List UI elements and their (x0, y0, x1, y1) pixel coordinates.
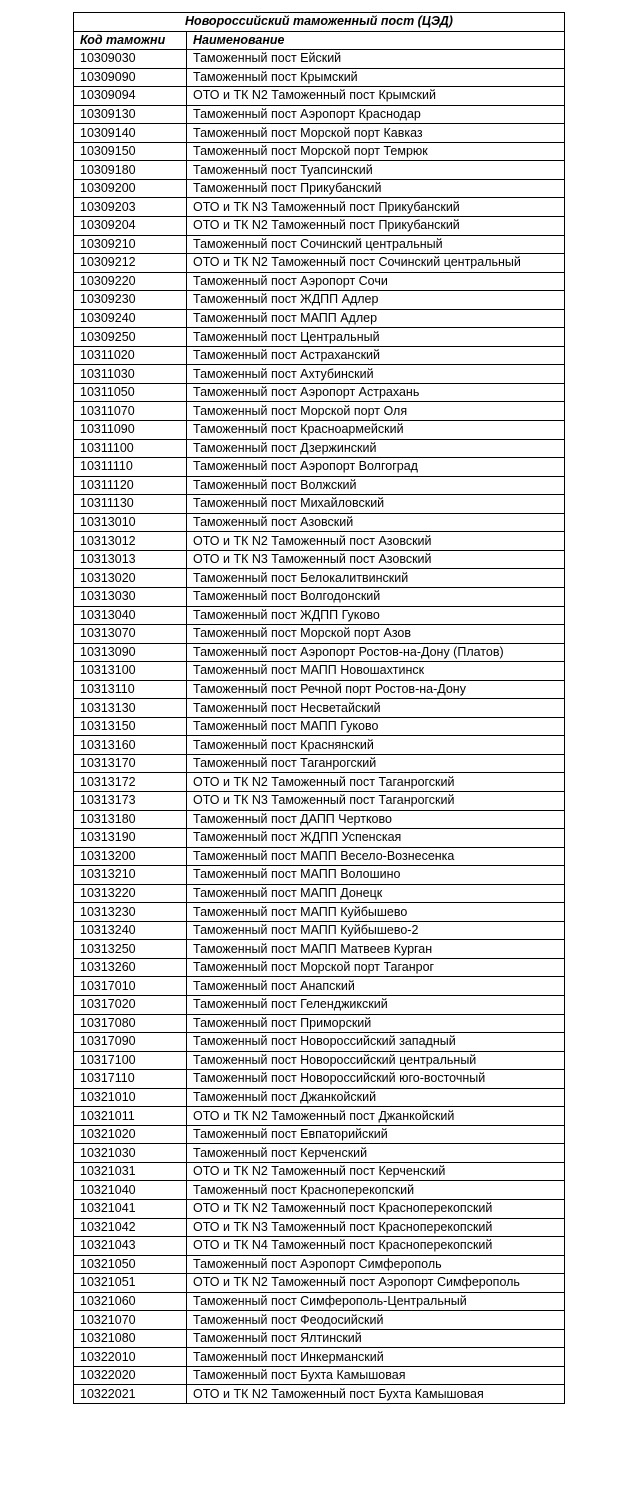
table-title: Новороссийский таможенный пост (ЦЭД) (74, 13, 565, 32)
post-name-cell: Таможенный пост Ахтубинский (187, 365, 565, 384)
customs-code-cell: 10313090 (74, 643, 187, 662)
table-row (74, 365, 565, 384)
customs-code-cell: 10317010 (74, 977, 187, 996)
post-name-cell: Таможенный пост МАПП Донецк (187, 884, 565, 903)
customs-code-cell: 10309150 (74, 142, 187, 161)
table-row (74, 346, 565, 365)
table-row (74, 439, 565, 458)
customs-code-cell: 10317080 (74, 1014, 187, 1033)
customs-code-cell: 10321042 (74, 1218, 187, 1237)
column-header-code: Код таможни (74, 31, 187, 50)
post-name-cell: Таможенный пост Джанкойский (187, 1088, 565, 1107)
customs-code-cell: 10317110 (74, 1070, 187, 1089)
table-row (74, 1162, 565, 1181)
customs-code-cell: 10317090 (74, 1033, 187, 1052)
post-name-cell: Таможенный пост Феодосийский (187, 1311, 565, 1330)
table-row (74, 1051, 565, 1070)
post-name-cell: ОТО и ТК N2 Таможенный пост Азовский (187, 532, 565, 551)
post-name-cell: Таможенный пост Аэропорт Ростов-на-Дону (Платов) (187, 643, 565, 662)
post-name-cell: Таможенный пост Новороссийский центральный (187, 1051, 565, 1070)
table-row (74, 903, 565, 922)
table-row (74, 643, 565, 662)
post-name-cell: Таможенный пост Волжский (187, 476, 565, 495)
customs-code-cell: 10313010 (74, 513, 187, 532)
customs-code-cell: 10321011 (74, 1107, 187, 1126)
post-name-cell: Таможенный пост МАПП Куйбышево-2 (187, 921, 565, 940)
post-name-cell: Таможенный пост Аэропорт Волгоград (187, 458, 565, 477)
table-row (74, 662, 565, 681)
post-name-cell: Таможенный пост Новороссийский западный (187, 1033, 565, 1052)
customs-code-cell: 10311120 (74, 476, 187, 495)
post-name-cell: Таможенный пост Дзержинский (187, 439, 565, 458)
table-row (74, 458, 565, 477)
post-name-cell: Таможенный пост Морской порт Кавказ (187, 124, 565, 143)
table-row (74, 810, 565, 829)
post-name-cell: Таможенный пост Ейский (187, 50, 565, 69)
table-row (74, 142, 565, 161)
table-row (74, 179, 565, 198)
table-row (74, 1125, 565, 1144)
post-name-cell: Таможенный пост Бухта Камышовая (187, 1366, 565, 1385)
post-name-cell: Таможенный пост Аэропорт Краснодар (187, 105, 565, 124)
table-body (74, 50, 565, 1404)
customs-code-cell: 10311130 (74, 495, 187, 514)
customs-code-cell: 10321020 (74, 1125, 187, 1144)
post-name-cell: Таможенный пост МАПП Весело-Вознесенка (187, 847, 565, 866)
customs-code-cell: 10313013 (74, 550, 187, 569)
table-row (74, 495, 565, 514)
post-name-cell: ОТО и ТК N3 Таможенный пост Красноперекопский (187, 1218, 565, 1237)
table-row (74, 606, 565, 625)
customs-code-cell: 10321070 (74, 1311, 187, 1330)
table-row (74, 217, 565, 236)
customs-code-cell: 10309200 (74, 179, 187, 198)
post-name-cell: Таможенный пост Инкерманский (187, 1348, 565, 1367)
customs-code-cell: 10321040 (74, 1181, 187, 1200)
post-name-cell: Таможенный пост Туапсинский (187, 161, 565, 180)
post-name-cell: Таможенный пост Морской порт Оля (187, 402, 565, 421)
table-row (74, 717, 565, 736)
post-name-cell: Таможенный пост Прикубанский (187, 179, 565, 198)
customs-posts-table (73, 12, 565, 1404)
customs-code-cell: 10309130 (74, 105, 187, 124)
customs-code-cell: 10309094 (74, 87, 187, 106)
table-row (74, 587, 565, 606)
post-name-cell: Таможенный пост Сочинский центральный (187, 235, 565, 254)
table-row (74, 884, 565, 903)
table-row (74, 513, 565, 532)
post-name-cell: Таможенный пост Евпаторийский (187, 1125, 565, 1144)
customs-code-cell: 10313210 (74, 866, 187, 885)
customs-code-cell: 10309240 (74, 309, 187, 328)
customs-code-cell: 10309230 (74, 291, 187, 310)
table-row (74, 995, 565, 1014)
table-row (74, 1070, 565, 1089)
table-row (74, 699, 565, 718)
table-row (74, 791, 565, 810)
table-header-row (74, 31, 565, 50)
post-name-cell: ОТО и ТК N2 Таможенный пост Прикубанский (187, 217, 565, 236)
post-name-cell: Таможенный пост Астраханский (187, 346, 565, 365)
customs-code-cell: 10321041 (74, 1200, 187, 1219)
table-row (74, 1033, 565, 1052)
post-name-cell: ОТО и ТК N2 Таможенный пост Красноперекопский (187, 1200, 565, 1219)
customs-code-cell: 10313070 (74, 625, 187, 644)
customs-code-cell: 10309180 (74, 161, 187, 180)
table-row (74, 773, 565, 792)
customs-code-cell: 10321060 (74, 1292, 187, 1311)
post-name-cell: Таможенный пост Новороссийский юго-восточный (187, 1070, 565, 1089)
table-row (74, 847, 565, 866)
customs-code-cell: 10317100 (74, 1051, 187, 1070)
customs-code-cell: 10313200 (74, 847, 187, 866)
post-name-cell: Таможенный пост ЖДПП Успенская (187, 829, 565, 848)
table-row (74, 1088, 565, 1107)
customs-code-cell: 10321051 (74, 1274, 187, 1293)
customs-code-cell: 10309140 (74, 124, 187, 143)
post-name-cell: ОТО и ТК N2 Таможенный пост Джанкойский (187, 1107, 565, 1126)
post-name-cell: Таможенный пост Морской порт Азов (187, 625, 565, 644)
customs-code-cell: 10313030 (74, 587, 187, 606)
table-row (74, 383, 565, 402)
customs-code-cell: 10313250 (74, 940, 187, 959)
post-name-cell: Таможенный пост Центральный (187, 328, 565, 347)
customs-code-cell: 10321030 (74, 1144, 187, 1163)
post-name-cell: Таможенный пост Красноармейский (187, 421, 565, 440)
customs-code-cell: 10313020 (74, 569, 187, 588)
post-name-cell: Таможенный пост Аэропорт Сочи (187, 272, 565, 291)
post-name-cell: ОТО и ТК N4 Таможенный пост Красноперекопский (187, 1237, 565, 1256)
customs-code-cell: 10313100 (74, 662, 187, 681)
table-row (74, 1311, 565, 1330)
customs-code-cell: 10309210 (74, 235, 187, 254)
table-row (74, 680, 565, 699)
customs-code-cell: 10309250 (74, 328, 187, 347)
post-name-cell: Таможенный пост Таганрогский (187, 754, 565, 773)
table-row (74, 569, 565, 588)
table-row (74, 309, 565, 328)
table-row (74, 1144, 565, 1163)
customs-code-cell: 10311070 (74, 402, 187, 421)
customs-code-cell: 10311030 (74, 365, 187, 384)
customs-code-cell: 10313220 (74, 884, 187, 903)
table-row (74, 87, 565, 106)
post-name-cell: Таможенный пост Ялтинский (187, 1329, 565, 1348)
post-name-cell: Таможенный пост Аэропорт Симферополь (187, 1255, 565, 1274)
table-row (74, 1292, 565, 1311)
table-row (74, 402, 565, 421)
customs-code-cell: 10313150 (74, 717, 187, 736)
post-name-cell: ОТО и ТК N2 Таможенный пост Таганрогский (187, 773, 565, 792)
post-name-cell: ОТО и ТК N3 Таможенный пост Прикубанский (187, 198, 565, 217)
table-row (74, 866, 565, 885)
table-row (74, 161, 565, 180)
post-name-cell: Таможенный пост МАПП Матвеев Курган (187, 940, 565, 959)
customs-code-cell: 10313130 (74, 699, 187, 718)
table-row (74, 1181, 565, 1200)
table-row (74, 328, 565, 347)
table-row (74, 68, 565, 87)
table-row (74, 1255, 565, 1274)
table-row (74, 736, 565, 755)
post-name-cell: Таможенный пост Геленджикский (187, 995, 565, 1014)
column-header-name: Наименование (187, 31, 565, 50)
post-name-cell: ОТО и ТК N2 Таможенный пост Сочинский центральный (187, 254, 565, 273)
table-row (74, 105, 565, 124)
customs-code-cell: 10313172 (74, 773, 187, 792)
post-name-cell: Таможенный пост Речной порт Ростов-на-Дону (187, 680, 565, 699)
post-name-cell: Таможенный пост Азовский (187, 513, 565, 532)
customs-code-cell: 10313040 (74, 606, 187, 625)
customs-code-cell: 10321031 (74, 1162, 187, 1181)
post-name-cell: ОТО и ТК N2 Таможенный пост Крымский (187, 87, 565, 106)
post-name-cell: Таможенный пост Морской порт Таганрог (187, 958, 565, 977)
post-name-cell: Таможенный пост Приморский (187, 1014, 565, 1033)
post-name-cell: Таможенный пост Михайловский (187, 495, 565, 514)
table-row (74, 272, 565, 291)
customs-code-cell: 10313230 (74, 903, 187, 922)
post-name-cell: ОТО и ТК N2 Таможенный пост Керченский (187, 1162, 565, 1181)
table-row (74, 1237, 565, 1256)
customs-code-cell: 10311100 (74, 439, 187, 458)
table-row (74, 1274, 565, 1293)
table-row (74, 921, 565, 940)
post-name-cell: Таможенный пост Волгодонский (187, 587, 565, 606)
post-name-cell: Таможенный пост Крымский (187, 68, 565, 87)
customs-code-cell: 10309090 (74, 68, 187, 87)
table-row (74, 124, 565, 143)
table-row (74, 254, 565, 273)
table-row (74, 235, 565, 254)
customs-code-cell: 10313240 (74, 921, 187, 940)
table-row (74, 50, 565, 69)
customs-code-cell: 10313190 (74, 829, 187, 848)
table-row (74, 476, 565, 495)
table-title-row (74, 13, 565, 32)
customs-code-cell: 10313180 (74, 810, 187, 829)
table-row (74, 829, 565, 848)
post-name-cell: Таможенный пост Красноперекопский (187, 1181, 565, 1200)
customs-code-cell: 10313012 (74, 532, 187, 551)
post-name-cell: ОТО и ТК N3 Таможенный пост Азовский (187, 550, 565, 569)
table-row (74, 291, 565, 310)
customs-code-cell: 10309030 (74, 50, 187, 69)
post-name-cell: Таможенный пост Белокалитвинский (187, 569, 565, 588)
table-row (74, 1218, 565, 1237)
customs-code-cell: 10311050 (74, 383, 187, 402)
table-row (74, 1014, 565, 1033)
post-name-cell: Таможенный пост Анапский (187, 977, 565, 996)
customs-code-cell: 10322010 (74, 1348, 187, 1367)
customs-code-cell: 10321043 (74, 1237, 187, 1256)
post-name-cell: ОТО и ТК N2 Таможенный пост Аэропорт Симферополь (187, 1274, 565, 1293)
post-name-cell: Таможенный пост МАПП Адлер (187, 309, 565, 328)
post-name-cell: Таможенный пост Симферополь-Центральный (187, 1292, 565, 1311)
customs-code-cell: 10321050 (74, 1255, 187, 1274)
table-row (74, 625, 565, 644)
customs-code-cell: 10313260 (74, 958, 187, 977)
post-name-cell: Таможенный пост МАПП Новошахтинск (187, 662, 565, 681)
customs-code-cell: 10313170 (74, 754, 187, 773)
post-name-cell: Таможенный пост ДАПП Чертково (187, 810, 565, 829)
post-name-cell: ОТО и ТК N2 Таможенный пост Бухта Камышовая (187, 1385, 565, 1404)
table-row (74, 1107, 565, 1126)
post-name-cell: Таможенный пост МАПП Куйбышево (187, 903, 565, 922)
customs-code-cell: 10309212 (74, 254, 187, 273)
table-row (74, 532, 565, 551)
table-row (74, 977, 565, 996)
post-name-cell: Таможенный пост ЖДПП Адлер (187, 291, 565, 310)
post-name-cell: Таможенный пост Краснянский (187, 736, 565, 755)
table-row (74, 1200, 565, 1219)
customs-code-cell: 10313173 (74, 791, 187, 810)
post-name-cell: Таможенный пост МАПП Волошино (187, 866, 565, 885)
customs-code-cell: 10321010 (74, 1088, 187, 1107)
post-name-cell: Таможенный пост Керченский (187, 1144, 565, 1163)
table-row (74, 550, 565, 569)
customs-code-cell: 10309204 (74, 217, 187, 236)
post-name-cell: Таможенный пост ЖДПП Гуково (187, 606, 565, 625)
customs-code-cell: 10313160 (74, 736, 187, 755)
customs-code-cell: 10311090 (74, 421, 187, 440)
table-row (74, 1348, 565, 1367)
table-row (74, 958, 565, 977)
customs-code-cell: 10311110 (74, 458, 187, 477)
customs-code-cell: 10322021 (74, 1385, 187, 1404)
customs-code-cell: 10321080 (74, 1329, 187, 1348)
customs-code-cell: 10311020 (74, 346, 187, 365)
table-row (74, 421, 565, 440)
post-name-cell: ОТО и ТК N3 Таможенный пост Таганрогский (187, 791, 565, 810)
customs-code-cell: 10322020 (74, 1366, 187, 1385)
table-row (74, 1329, 565, 1348)
customs-code-cell: 10309203 (74, 198, 187, 217)
table-row (74, 1366, 565, 1385)
table-row (74, 754, 565, 773)
table-row (74, 198, 565, 217)
customs-code-cell: 10313110 (74, 680, 187, 699)
post-name-cell: Таможенный пост МАПП Гуково (187, 717, 565, 736)
customs-code-cell: 10317020 (74, 995, 187, 1014)
table-row (74, 1385, 565, 1404)
post-name-cell: Таможенный пост Морской порт Темрюк (187, 142, 565, 161)
post-name-cell: Таможенный пост Несветайский (187, 699, 565, 718)
table-row (74, 940, 565, 959)
customs-code-cell: 10309220 (74, 272, 187, 291)
post-name-cell: Таможенный пост Аэропорт Астрахань (187, 383, 565, 402)
